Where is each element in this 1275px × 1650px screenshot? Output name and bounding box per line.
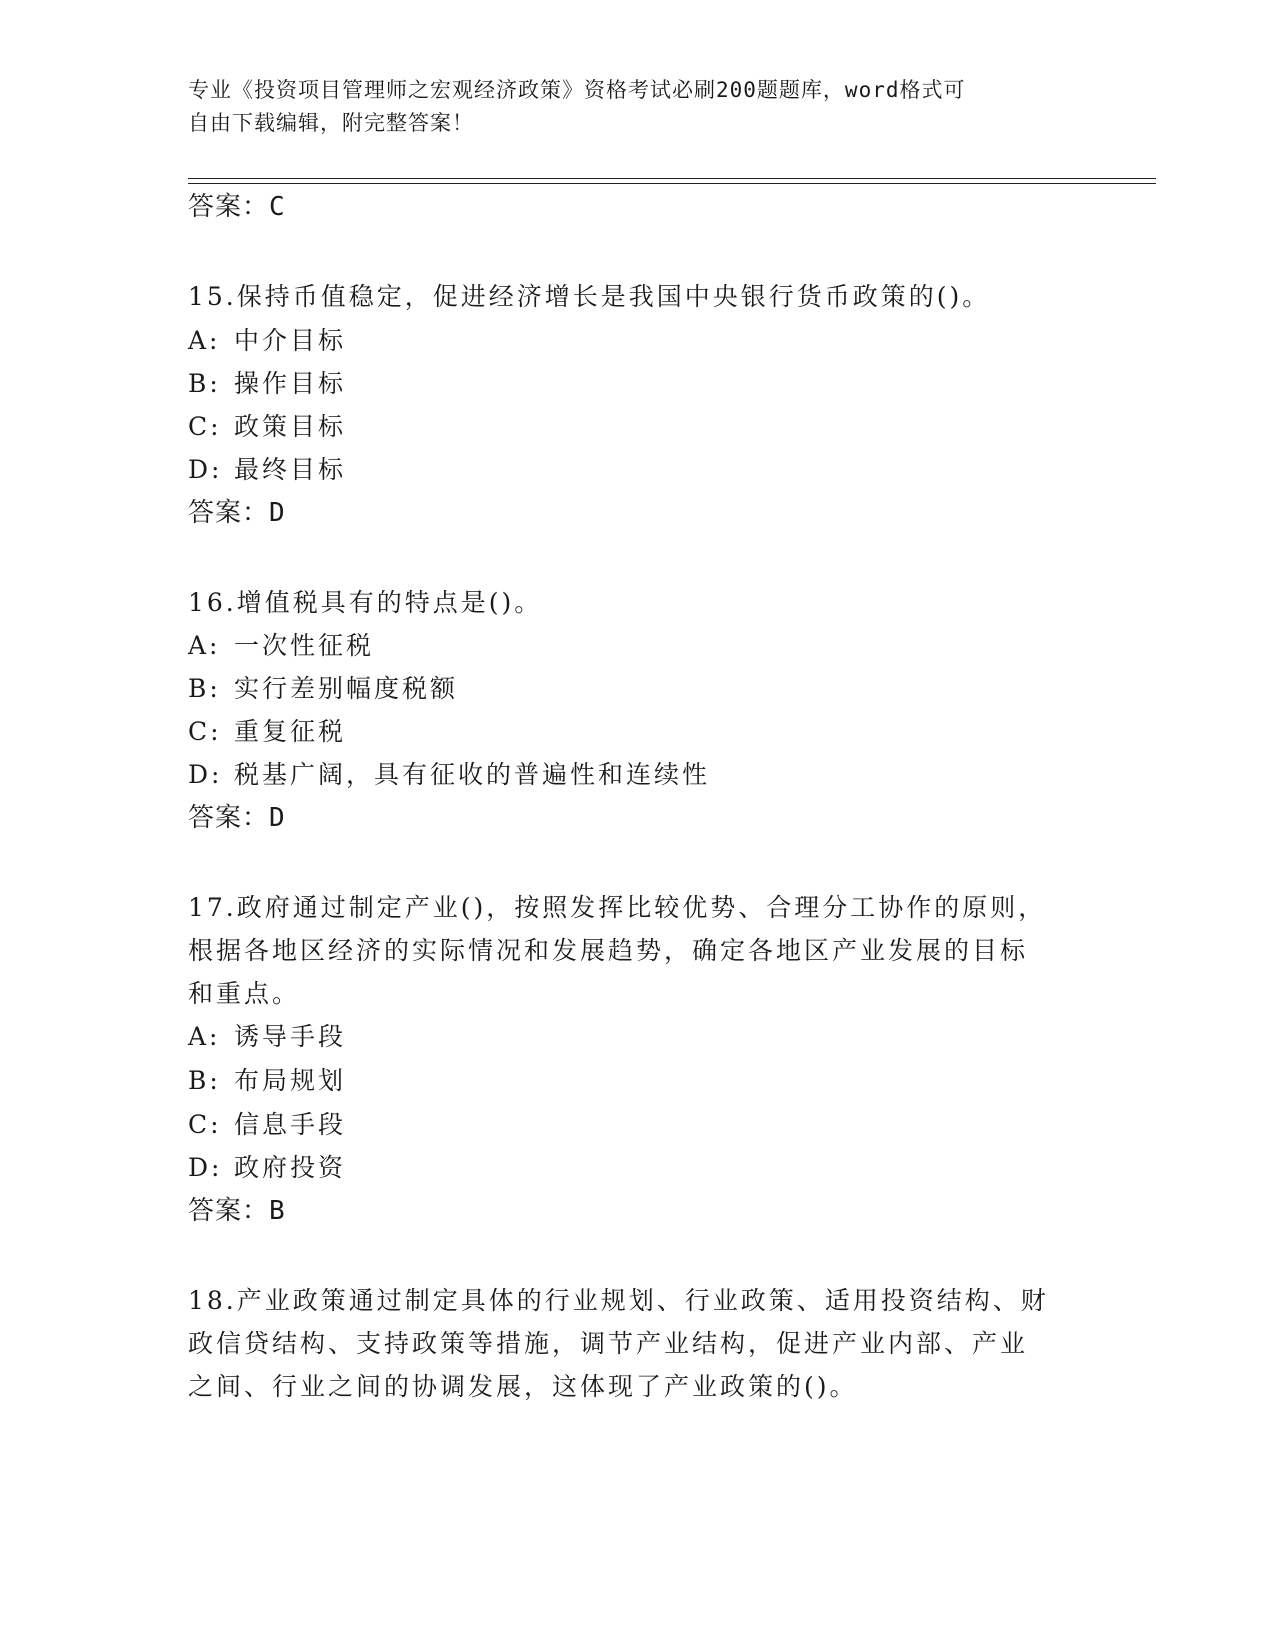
answer-17: 答案：B — [188, 1196, 286, 1226]
option-letter: A: — [188, 326, 221, 355]
answer-15: 答案：D — [188, 498, 286, 528]
option-text: 税基广阔，具有征收的普遍性和连续性 — [234, 760, 711, 789]
question-16-stem: 16.增值税具有的特点是()。 — [188, 588, 543, 617]
option-text: 一次性征税 — [234, 631, 375, 660]
option-text: 布局规划 — [234, 1066, 347, 1095]
option-text: 政府投资 — [234, 1153, 347, 1182]
header-line-2: 自由下载编辑，附完整答案！ — [188, 111, 474, 135]
option-text: 中介目标 — [234, 326, 347, 355]
question-17-stem-line-1: 17.政府通过制定产业()，按照发挥比较优势、合理分工协作的原则， — [188, 893, 1047, 922]
option-text: 诱导手段 — [234, 1022, 347, 1051]
option-text: 实行差别幅度税额 — [234, 674, 459, 703]
question-15-option-c — [188, 412, 346, 442]
option-letter: B: — [188, 674, 221, 703]
question-17-option-c — [188, 1110, 346, 1140]
question-17-option-b — [188, 1066, 346, 1096]
question-16-option-d — [188, 760, 710, 790]
question-17-stem-line-3: 和重点。 — [188, 979, 301, 1008]
option-letter: D: — [188, 1153, 223, 1182]
option-letter: C: — [188, 717, 222, 746]
question-17-option-a — [188, 1022, 346, 1052]
document-header — [188, 74, 1068, 140]
question-17-stem-line-2: 根据各地区经济的实际情况和发展趋势，确定各地区产业发展的目标 — [188, 936, 1029, 965]
option-letter: C: — [188, 1110, 222, 1139]
option-letter: C: — [188, 412, 222, 441]
question-18-stem-line-1: 18.产业政策通过制定具体的行业规划、行业政策、适用投资结构、财 — [188, 1286, 1049, 1315]
option-letter: B: — [188, 369, 221, 398]
option-letter: A: — [188, 631, 221, 660]
question-18-stem-line-2: 政信贷结构、支持政策等措施，调节产业结构，促进产业内部、产业 — [188, 1329, 1029, 1358]
option-letter: B: — [188, 1066, 221, 1095]
answer-14: 答案：C — [188, 192, 286, 222]
question-15-option-b — [188, 369, 346, 399]
answer-16: 答案：D — [188, 803, 286, 833]
option-letter: D: — [188, 760, 223, 789]
header-line-1: 专业《投资项目管理师之宏观经济政策》资格考试必刷200题题库，word格式可 — [188, 78, 966, 102]
question-15-stem: 15.保持币值稳定，促进经济增长是我国中央银行货币政策的()。 — [188, 282, 991, 311]
option-text: 操作目标 — [234, 369, 347, 398]
option-letter: D: — [188, 455, 223, 484]
question-16-option-a — [188, 631, 374, 661]
header-divider-top — [188, 178, 1156, 179]
question-18-stem-line-3: 之间、行业之间的协调发展，这体现了产业政策的()。 — [188, 1372, 858, 1401]
question-15-option-d — [188, 455, 346, 485]
header-divider-bottom — [188, 183, 1156, 184]
option-text: 信息手段 — [234, 1110, 347, 1139]
question-16-option-b — [188, 674, 458, 704]
option-text: 重复征税 — [234, 717, 347, 746]
question-17-option-d — [188, 1153, 346, 1183]
option-letter: A: — [188, 1022, 221, 1051]
option-text: 政策目标 — [234, 412, 347, 441]
option-text: 最终目标 — [234, 455, 347, 484]
question-15-option-a — [188, 326, 346, 356]
question-16-option-c — [188, 717, 346, 747]
